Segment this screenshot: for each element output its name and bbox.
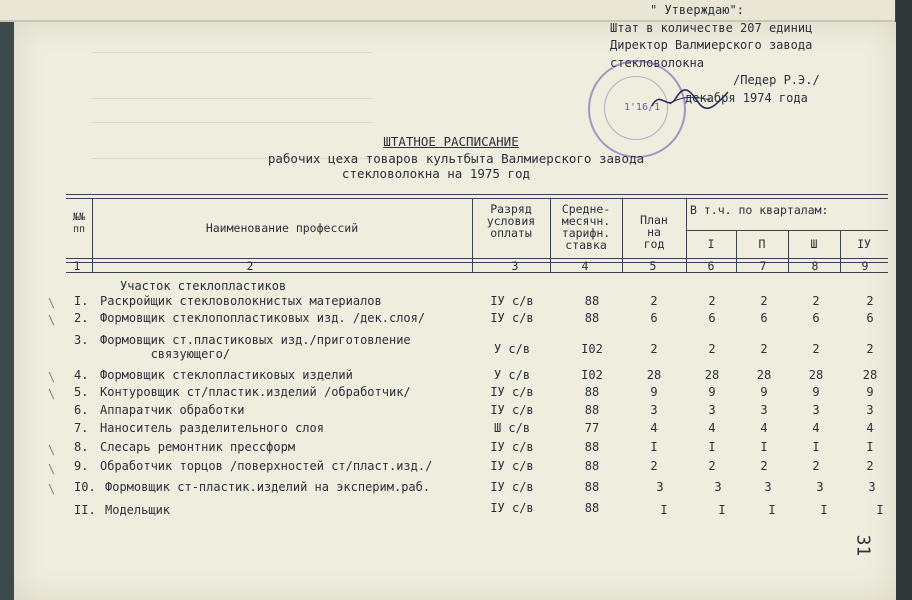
q1-cell: 4 [708, 421, 716, 435]
approval-plant: стекловолокна [610, 55, 704, 70]
approval-director: Директор Валмиерского завода [610, 38, 813, 52]
table-row [0, 480, 912, 497]
q3-cell: 4 [812, 421, 820, 435]
q2-cell: 28 [756, 368, 772, 382]
profession-name: Раскройщик стекловолокнистых материалов [100, 294, 382, 308]
q3-cell: 2 [812, 459, 820, 473]
row-number: 3. [74, 333, 89, 347]
rate-cell: 88 [584, 403, 600, 417]
profession-name: Аппаратчик обработки [100, 403, 245, 417]
table-row [0, 368, 912, 385]
profession-name: Формовщик стеклопластиковых изделий [100, 368, 353, 382]
header-profession: Наименование профессий [205, 221, 359, 235]
q2-cell: I [760, 440, 768, 454]
column-number: 1 [73, 259, 81, 273]
q1-cell: 2 [708, 342, 716, 356]
row-number: 8. [74, 440, 89, 454]
q4-cell: 4 [866, 421, 874, 435]
table-row [0, 421, 912, 438]
q4-cell: 3 [868, 480, 876, 494]
q1-cell: I [708, 440, 716, 454]
profession-name: Формовщик ст.пластиковых изд./приготовление связующего/ [100, 333, 411, 361]
header-grade: Разряд условия оплаты [486, 202, 536, 240]
q4-cell: 3 [866, 403, 874, 417]
plan-cell: 6 [650, 311, 658, 325]
header-number: №№ пп [72, 212, 86, 235]
q4-cell: I [876, 503, 884, 517]
profession-name: Формовщик ст-пластик.изделий на эксперим.раб. [105, 480, 431, 494]
q3-cell: 6 [812, 311, 820, 325]
q4-cell: 9 [866, 385, 874, 399]
column-number: 6 [707, 259, 715, 273]
column-number: 8 [811, 259, 819, 273]
grade-cell: IУ с/в [490, 403, 534, 417]
q1-cell: 6 [708, 311, 716, 325]
q2-cell: I [768, 503, 776, 517]
grade-cell: IУ с/в [490, 501, 534, 515]
document-subtitle-year: стекловолокна на 1975 год [341, 166, 531, 181]
column-number: 5 [649, 259, 657, 273]
header-rate: Средне- месячн. тарифн. ставка [561, 202, 611, 252]
table-row [0, 503, 912, 520]
grade-cell: IУ с/в [490, 385, 534, 399]
section-heading: Участок стеклопластиков [120, 279, 287, 293]
q1-cell: I [718, 503, 726, 517]
q3-cell: 2 [812, 342, 820, 356]
q2-cell: 3 [764, 480, 772, 494]
q4-cell: 2 [866, 459, 874, 473]
rate-cell: 88 [584, 501, 600, 515]
row-number: 2. [74, 311, 89, 325]
row-number: II. [74, 503, 96, 517]
q3-cell: I [812, 440, 820, 454]
q2-cell: 3 [760, 403, 768, 417]
q3-cell: 28 [808, 368, 824, 382]
rate-cell: 88 [584, 311, 600, 325]
plan-cell: 4 [650, 421, 658, 435]
grade-cell: IУ с/в [490, 294, 534, 308]
plan-cell: 9 [650, 385, 658, 399]
rate-cell: 77 [584, 421, 600, 435]
plan-cell: I [660, 503, 668, 517]
q4-cell: 28 [862, 368, 878, 382]
q2-cell: 6 [760, 311, 768, 325]
rate-cell: 88 [584, 440, 600, 454]
column-number: 3 [511, 259, 519, 273]
q1-cell: 3 [708, 403, 716, 417]
q3-cell: 2 [812, 294, 820, 308]
page-number: 31 [852, 534, 874, 557]
row-number: I0. [74, 480, 96, 494]
plan-cell: 3 [656, 480, 664, 494]
profession-name: Контуровщик ст/пластик.изделий /обработчик/ [100, 385, 411, 399]
q4-cell: 2 [866, 342, 874, 356]
row-number: 5. [74, 385, 89, 399]
plan-cell: 2 [650, 342, 658, 356]
q4-cell: 6 [866, 311, 874, 325]
plan-cell: 28 [646, 368, 662, 382]
rate-cell: I02 [581, 342, 603, 356]
table-row [0, 440, 912, 457]
table-row [0, 311, 912, 328]
profession-name: Слесарь ремонтник прессформ [100, 440, 296, 454]
grade-cell: IУ с/в [490, 440, 534, 454]
q1-cell: 9 [708, 385, 716, 399]
plan-cell: 2 [650, 294, 658, 308]
profession-name: Формовщик стеклопопластиковых изд. /дек.слоя/ [100, 311, 426, 325]
column-number: 2 [246, 259, 254, 273]
approval-heading: " Утверждаю": [650, 3, 744, 17]
table-row [0, 333, 912, 361]
row-number: 6. [74, 403, 89, 417]
rate-cell: 88 [584, 294, 600, 308]
q3-cell: 3 [812, 403, 820, 417]
column-number: 7 [759, 259, 767, 273]
plan-cell: I [650, 440, 658, 454]
rate-cell: 88 [584, 385, 600, 399]
profession-name: Модельщик [105, 503, 171, 517]
q4-cell: I [866, 440, 874, 454]
column-number: 9 [861, 259, 869, 273]
table-row [0, 459, 912, 476]
row-number: 7. [74, 421, 89, 435]
approval-staff-count: Штат в количестве 207 единиц [610, 20, 813, 35]
q3-cell: 3 [816, 480, 824, 494]
q3-cell: I [820, 503, 828, 517]
approval-signatory: /Педер Р.Э./ [733, 73, 820, 87]
table-row [0, 294, 912, 311]
rate-cell: I02 [581, 368, 603, 382]
header-quarters: В т.ч. по кварталам: [690, 203, 829, 217]
q2-cell: 2 [760, 342, 768, 356]
header-q1: I [707, 237, 715, 251]
q2-cell: 2 [760, 459, 768, 473]
grade-cell: IУ с/в [490, 459, 534, 473]
q2-cell: 9 [760, 385, 768, 399]
q2-cell: 2 [760, 294, 768, 308]
q1-cell: 3 [714, 480, 722, 494]
row-number: 9. [74, 459, 89, 473]
q1-cell: 28 [704, 368, 720, 382]
header-q2: П [758, 237, 766, 251]
grade-cell: У с/в [493, 368, 531, 382]
row-number: I. [74, 294, 89, 308]
profession-name: Наноситель разделительного слоя [100, 421, 324, 435]
document-title: ШТАТНОЕ РАСПИСАНИЕ [383, 134, 519, 149]
q1-cell: 2 [708, 294, 716, 308]
plan-cell: 2 [650, 459, 658, 473]
approval-date: декабря 1974 года [685, 90, 808, 105]
table-row [0, 385, 912, 402]
grade-cell: IУ с/в [490, 311, 534, 325]
q4-cell: 2 [866, 294, 874, 308]
header-q3: Ш [810, 237, 818, 251]
q3-cell: 9 [812, 385, 820, 399]
header-plan: План на год [640, 213, 668, 251]
q2-cell: 4 [760, 421, 768, 435]
profession-name: Обработчик торцов /поверхностей ст/пласт.изд./ [100, 459, 433, 473]
column-number: 4 [581, 259, 589, 273]
header-q4: IУ [857, 237, 871, 251]
q1-cell: 2 [708, 459, 716, 473]
grade-cell: Ш с/в [493, 421, 531, 435]
row-number: 4. [74, 368, 89, 382]
rate-cell: 88 [584, 480, 600, 494]
stamp-code: 1'16/1 [624, 102, 661, 113]
director-signature [650, 84, 730, 114]
document-subtitle: рабочих цеха товаров культбыта Валмиерского завода [267, 151, 645, 166]
rate-cell: 88 [584, 459, 600, 473]
plan-cell: 3 [650, 403, 658, 417]
grade-cell: У с/в [493, 342, 531, 356]
table-row [0, 403, 912, 420]
grade-cell: IУ с/в [490, 480, 534, 494]
